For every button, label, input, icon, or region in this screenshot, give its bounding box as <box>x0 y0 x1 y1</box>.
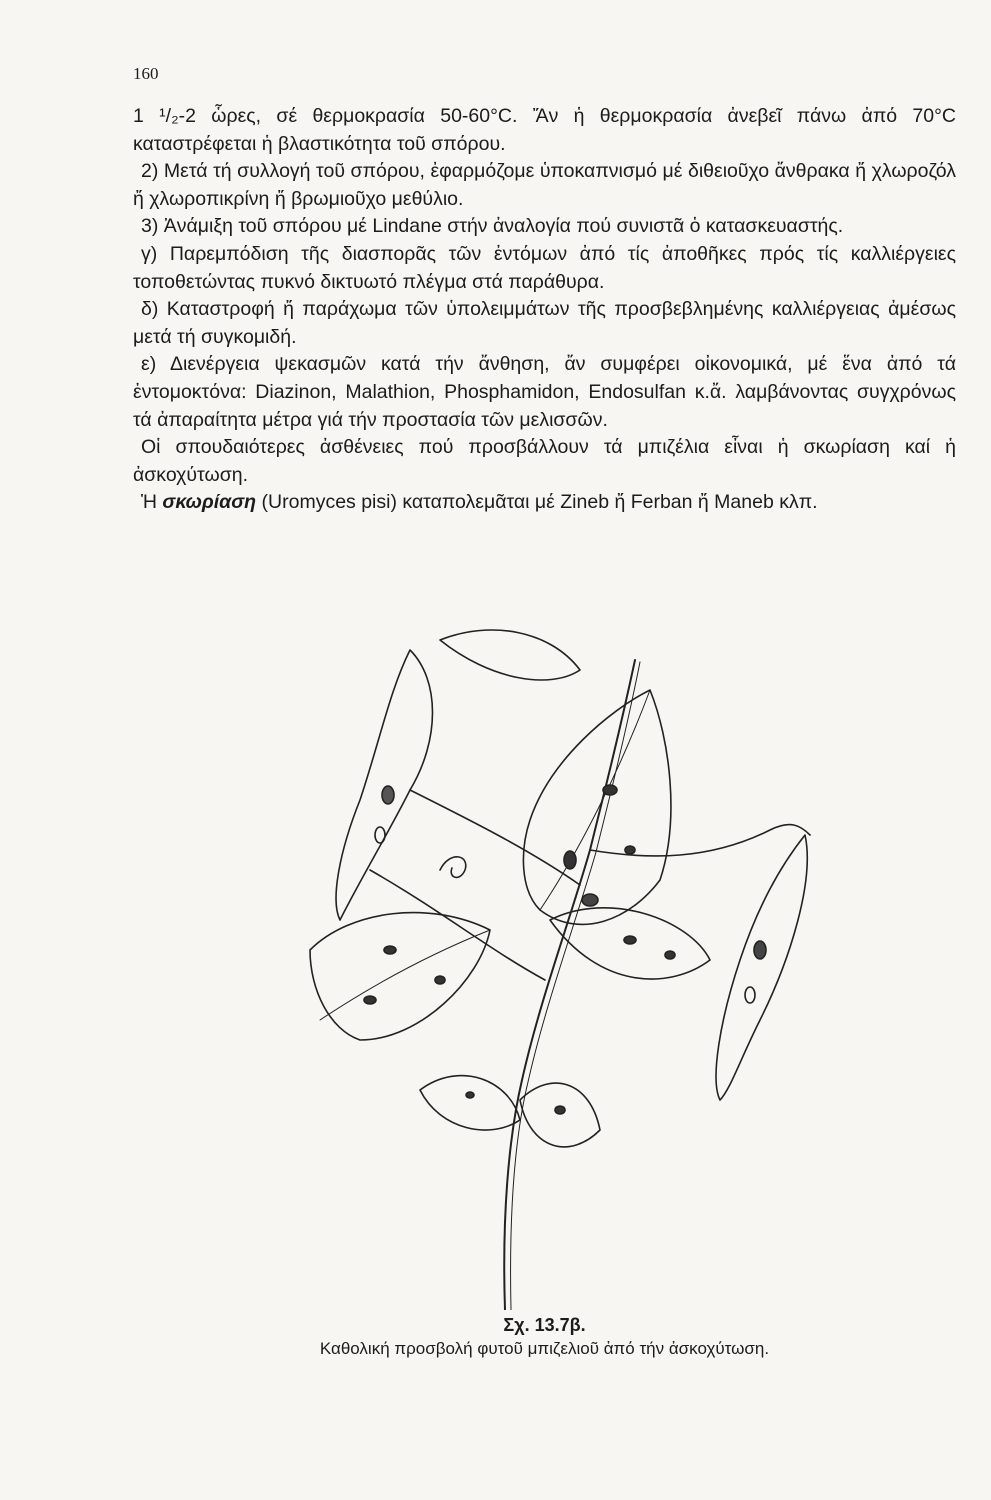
paragraph-3: 3) Ἀνάμιξη τοῦ σπόρου μέ Lindane στήν ἀναλογία πού συνιστᾶ ὁ κατασκευαστής. <box>141 215 844 238</box>
lower-right-leaf <box>520 1083 600 1147</box>
paragraph-7: Οἱ σπουδαιότερες ἀσθένειες πού προσβάλλουν τά μπιζέλια εἶναι ἡ σκωρίαση καί ἡ ἀσκοχύτωση. <box>133 436 956 486</box>
paragraph-2: 2) Μετά τή συλλογή τοῦ σπόρου, ἐφαρμόζομε ὑποκαπνισμό μέ διθειοῦχο ἄνθρακα ἤ χλωροζόλ ἤ χλωροπικρίνη ἤ βρωμιοῦχο μεθύλιο. <box>133 160 956 210</box>
main-stem <box>504 660 635 1310</box>
paragraph-1: 1 ¹/₂-2 ὧρες, σέ θερμοκρασία 50-60°C. Ἄν ἡ θερμοκρασία ἀνεβεῖ πάνω ἀπό 70°C καταστρέφεται ἡ βλαστικότητα τοῦ σπόρου. <box>133 105 956 155</box>
pea-plant-illustration <box>290 620 830 1310</box>
left-leaf <box>310 913 490 1040</box>
left-pea-pod <box>336 650 432 920</box>
upper-right-leaf <box>523 690 670 924</box>
figure-label: Σχ. 13.7β. <box>503 1315 586 1335</box>
page-number: 160 <box>133 64 159 83</box>
body-text <box>133 103 956 517</box>
paragraph-8-prefix: Ἡ <box>141 491 157 514</box>
disease-term: σκωρίαση <box>162 491 257 514</box>
top-leaf <box>440 630 580 680</box>
paragraph-8 <box>133 489 956 517</box>
paragraph-6: ε) Διενέργεια ψεκασμῶν κατά τήν ἄνθηση, ἄν συμφέρει οἰκονομικά, μέ ἕνα ἀπό τά ἐντομοκτόνα: Diazinon, Malathion, Phosphamidon, Endosulfan κ.ἄ. λαμβάνοντας συγχρόνως τά ἀπαραίτητα μέτρα γιά τήν προστασία τῶν μελισσῶν. <box>133 353 956 431</box>
branch <box>590 825 810 856</box>
figure-caption-text: Καθολική προσβολή φυτοῦ μπιζελιοῦ ἀπό τήν ἀσκοχύτωση. <box>319 1339 770 1358</box>
figure-caption <box>133 1313 956 1361</box>
tendril <box>440 857 466 878</box>
paragraph-5: δ) Καταστροφή ἤ παράχωμα τῶν ὑπολειμμάτων τῆς προσβεβλημένης καλλιέργειας ἀμέσως μετά τή συγκομιδή. <box>133 298 956 348</box>
lower-left-leaf <box>420 1076 520 1130</box>
paragraph-4: γ) Παρεμπόδιση τῆς διασπορᾶς τῶν ἐντόμων ἀπό τίς ἀποθῆκες πρός τίς καλλιέργειες τοποθετώντας πυκνό δικτυωτό πλέγμα στά παράθυρα. <box>133 242 956 293</box>
paragraph-8-rest: (Uromyces pisi) καταπολεμᾶται μέ Zineb ἤ Ferban ἤ Maneb κλπ. <box>261 491 818 514</box>
right-pea-pod <box>716 835 807 1100</box>
